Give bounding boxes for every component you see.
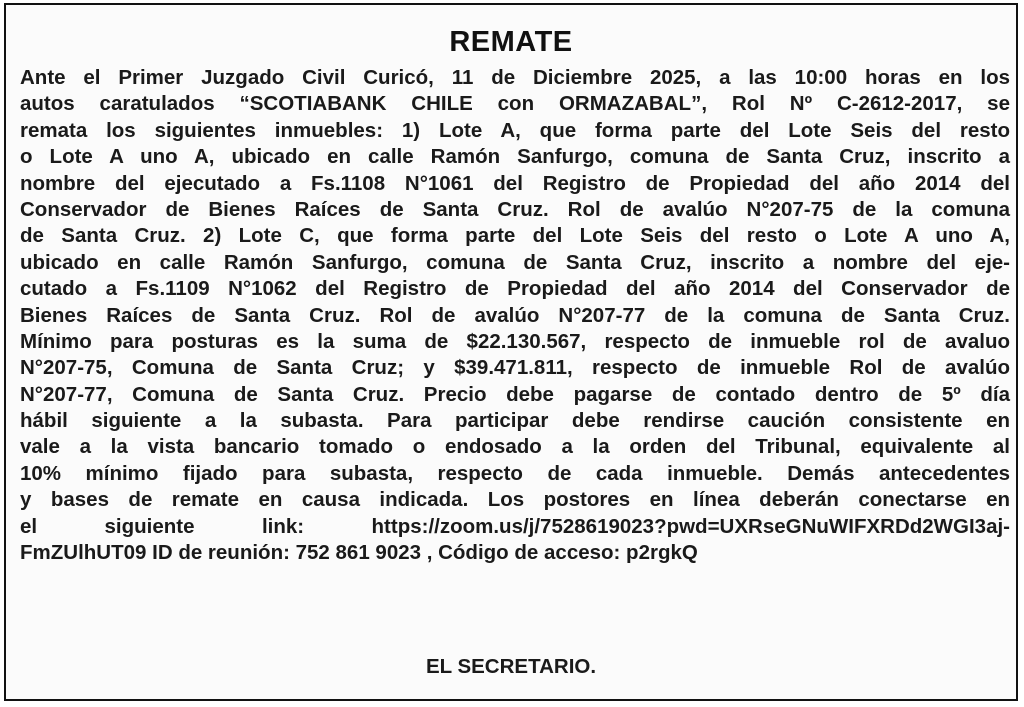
notice-line: Bienes Raíces de Santa Cruz. Rol de avalúo N°207-77 de la comuna de Santa Cruz. [20,303,1010,327]
notice-line: de Santa Cruz. 2) Lote C, que forma parte del Lote Seis del resto o Lote A uno A, [20,224,1010,248]
notice-line-link: el siguiente link: https://zoom.us/j/7528619023?pwd=UXRseGNuWIFXRDd2WGI3aj- [20,514,1010,538]
notice-line: nombre del ejecutado a Fs.1108 N°1061 del Registro de Propiedad del año 2014 del [20,171,1010,195]
notice-line: autos caratulados “SCOTIABANK CHILE con ORMAZABAL”, Rol Nº C-2612-2017, se [20,92,1010,116]
notice-body [20,65,1010,566]
notice-title: REMATE [449,26,573,58]
notice-line: remata los siguientes inmuebles: 1) Lote A, que forma parte del Lote Seis del resto [20,118,1010,142]
notice-line: y bases de remate en causa indicada. Los postores en línea deberán conectarse en [20,488,1010,512]
notice-line: cutado a Fs.1109 N°1062 del Registro de Propiedad del año 2014 del Conservador de [20,277,1010,301]
signature: EL SECRETARIO. [425,655,597,678]
notice-line: hábil siguiente a la subasta. Para participar debe rendirse caución consistente en [20,409,1010,433]
notice-line: Conservador de Bienes Raíces de Santa Cruz. Rol de avalúo N°207-75 de la comuna [20,197,1010,221]
notice-line: N°207-75, Comuna de Santa Cruz; y $39.471.811, respecto de inmueble Rol de avalúo [20,356,1010,380]
notice-line: 10% mínimo fijado para subasta, respecto de cada inmueble. Demás antecedentes [20,461,1010,485]
notice-line: vale a la vista bancario tomado o endosado a la orden del Tribunal, equivalente al [20,435,1010,459]
notice-line-access: FmZUlhUT09 ID de reunión: 752 861 9023 , Código de acceso: p2rgkQ [20,541,698,565]
notice-line: ubicado en calle Ramón Sanfurgo, comuna de Santa Cruz, inscrito a nombre del eje- [20,250,1010,274]
legal-notice-box [4,3,1018,701]
notice-line: N°207-77, Comuna de Santa Cruz. Precio debe pagarse de contado dentro de 5º día [20,382,1010,406]
notice-line: Ante el Primer Juzgado Civil Curicó, 11 de Diciembre 2025, a las 10:00 horas en los [20,66,1010,89]
notice-line: Mínimo para posturas es la suma de $22.130.567, respecto de inmueble rol de avaluo [20,329,1010,353]
notice-line: o Lote A uno A, ubicado en calle Ramón Sanfurgo, comuna de Santa Cruz, inscrito a [20,145,1010,169]
